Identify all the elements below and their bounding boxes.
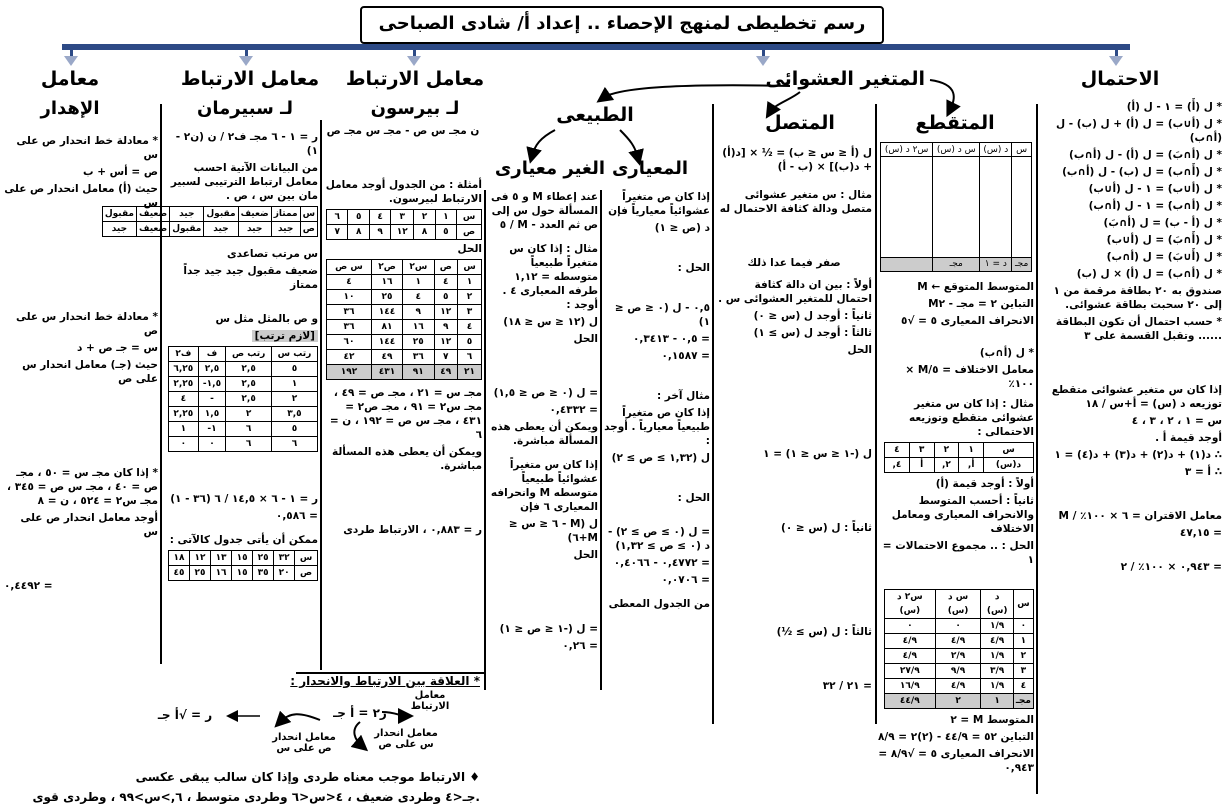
- text-line: * ل (أَ∩بَ) = ل (أ∪ب)َ: [1106, 234, 1222, 246]
- must-rank-badge: [لازم ترتب]: [252, 330, 318, 342]
- text-line: معامل الاقتران = ٦ × ١٠٠٪ / M: [1058, 510, 1222, 522]
- text-line: الحل: [573, 549, 598, 561]
- distribution-table: س ١ ٢ ٣ ٤ د(س) أ, ٢, أ ٤,: [884, 442, 1034, 473]
- text-line: ر = ١ - ٦ مجـ ف٢ / ن (ن٢ - ١): [175, 131, 318, 157]
- text-line: * معادلة خط انحدار ص على س: [16, 135, 158, 161]
- text-line: ضعيف مقبول جيد جيد جداً ممتاز: [183, 265, 318, 291]
- text-line: الانحراف المعيارى ٥ = √٨/٩ = ٠,٩٤٣: [878, 748, 1034, 774]
- text-line: أوجد معامل انحدار ص على س: [20, 512, 158, 538]
- column-divider: [160, 104, 162, 664]
- text-line: * ل (أَ) = ١ - ل (أ): [1126, 101, 1222, 113]
- text-line: إذا كان ص متغيراً عشوائياً معيارياً فإن: [608, 191, 710, 217]
- spearman-grades-table: س ممتاز ضعيف مقبول جيد ضعيف مقبول ص جيد جيد جيد مقبول ضعيف جيد: [102, 206, 318, 237]
- heading-random-variable: المتغير العشوائى: [765, 68, 925, 90]
- text-line: ∴ أ = ٣: [1184, 466, 1222, 478]
- standard-column: [604, 190, 710, 690]
- page-title: رسم تخطيطى لمنهج الإحصاء .. إعداد أ/ شادى الصباحى: [360, 6, 884, 44]
- relation-note-1: ♦ الارتباط موجب معناه طردى وإذا كان سالب يبقى عكسى: [135, 770, 480, 784]
- heading-pearson-sub: لـ بيرسون: [370, 98, 460, 119]
- text-line: الحل: [847, 344, 872, 356]
- text-line: ويمكن أن يعطى هذه المسألة مباشرة.: [491, 421, 598, 447]
- text-line: ل (١٢ ≤ س ≤ ١٨): [503, 316, 598, 328]
- text-line: * معادلة خط انحدار س على ص: [15, 311, 158, 337]
- text-line: س مرتب تصاعدى: [227, 248, 318, 260]
- text-line: = ٠,٠٧٠٦: [661, 574, 710, 586]
- text-line: ل (M - ٦ ≤ س ≤ M+٦): [508, 518, 598, 544]
- text-line: = ٠,٤٧٧٢ - ٠,٤٠٦٦: [613, 557, 710, 569]
- text-line: الحل: [457, 243, 482, 255]
- text-line: = ل (٠ ≤ ص ≤ ١,٥): [493, 387, 598, 399]
- text-line: الحل :: [677, 492, 710, 504]
- text-line: إذا كان ص متغيراً طبيعياً معيارياً . أوجد :: [604, 407, 710, 447]
- text-line: * ل (أ∪ب) = ل (أ) + ل (ب) - ل (أ∩ب): [1055, 118, 1222, 144]
- heading-regression-sub: الإهدار: [40, 98, 100, 119]
- heading-spearman: معامل الارتباط: [180, 68, 320, 90]
- column-divider: [1036, 104, 1038, 794]
- heading-continuous: المتصل: [765, 112, 835, 134]
- text-line: = ٠,٩٤٣ × ١٠٠٪ / ٢: [1120, 561, 1222, 573]
- text-line: = ٠,٥ - ٠,٣٤١٣: [633, 333, 710, 345]
- heading-regression: معامل: [40, 68, 100, 90]
- text-line: من البيانات الآتية احسب معامل ارتباط الترتيبى لسبير مان بين س ، ص .: [170, 162, 318, 202]
- probability-column: [1040, 100, 1222, 790]
- text-line: حيث (أ) معامل انحدار ص على س: [4, 183, 158, 209]
- text-line: = ٠,١٥٨٧: [661, 350, 710, 362]
- regression-column: [4, 134, 158, 592]
- text-line: أمثلة : من الجدول أوجد معامل الارتباط لبيرسون.: [325, 179, 482, 205]
- column-divider: [600, 190, 602, 690]
- text-line: و ص بالمثل مثل س: [215, 313, 318, 325]
- text-line: * ل (أ∩ب) = ل (أ) × ل (ب): [1076, 268, 1222, 280]
- text-line: = ل (-١ ≤ ص ≤ ١): [499, 623, 598, 635]
- pearson-column: [324, 124, 482, 664]
- text-line: * حسب احتمال أن تكون البطاقة ...... وتقبل القسمة على ٣: [1055, 316, 1222, 342]
- text-line: = ٤٧,١٥: [1179, 527, 1222, 539]
- text-line: مثال : إذا كان س متغيراً طبيعياً متوسطه = ١,١٢ طرفه المعيارى ٤ . أوجد :: [502, 243, 598, 311]
- text-line: * ل (أ - ب) = ل (أ∩بَ): [1103, 217, 1222, 229]
- text-line: ل (١,٣٢ ≥ ص ≥ ٢): [611, 452, 710, 464]
- column-divider: [320, 120, 322, 670]
- pearson-data-table: س ١ ٢ ٣ ٤ ٥ ٦ ص ٥ ٨ ١٢ ٩ ٨ ٧: [326, 209, 482, 240]
- text-line: س = ١ ، ٢ ، ٣ ، ٤: [1131, 415, 1222, 427]
- reg-yx-label: معامل انحدار ص على س: [272, 732, 336, 754]
- heading-discrete: المتقطع: [915, 112, 995, 134]
- text-line: * ل (أ∩ب): [979, 347, 1034, 359]
- heading-standard: المعيارى: [611, 158, 689, 179]
- text-line: حيث (جـ) معامل انحدار س على ص: [22, 359, 158, 385]
- text-line: د (ص ≤ ١): [654, 222, 710, 234]
- text-line: * ل (أَ∩ب) = ل (ب) - ل (أ∩ب): [1062, 166, 1222, 178]
- text-line: * ل (أَ∪بَ) = ل (أ∩ب)َ: [1106, 251, 1222, 263]
- text-line: معامل الاختلاف = ٥/M × ١٠٠٪: [905, 364, 1034, 390]
- column-divider: [875, 104, 877, 724]
- formula-r: ر = √أ جـ: [157, 708, 213, 722]
- text-line: إذا كان س متغير عشوائى متقطع توزيعه د (س) = أ+س / ١٨: [1051, 384, 1222, 410]
- text-line: = ٠,٤٣٣٢: [549, 404, 598, 416]
- column-divider: [484, 190, 486, 690]
- text-line: = ٠,٥٨٦: [275, 510, 318, 522]
- text-line: ل (أ ≤ س ≤ ب) = ½ × [د(أ) + د(ب)] × (ب - أ): [722, 147, 872, 173]
- text-line: عند إعطاء M و ٥ فى المسألة حول س إلى ص ثم العدد - M / ٥: [490, 191, 598, 231]
- heading-pearson: معامل الارتباط: [345, 68, 485, 90]
- text-line: مجـ س = ٢١ ، مجـ ص = ٤٩ ، مجـ س٢ = ٩١ ، مجـ ص٢ = ٤٣١ ، مجـ س ص = ١٩٢ ، ن = ٦: [329, 387, 482, 441]
- text-line: ن مجـ س ص - مجـ س مجـ ص: [326, 125, 480, 137]
- corr-label: معامل الارتباط: [410, 690, 450, 712]
- text-line: أولاً : أوجد قيمة (أ): [935, 478, 1034, 490]
- text-line: مثال آخر :: [656, 390, 710, 402]
- text-line: ويمكن أن يعطى هذه المسألة مباشرة.: [331, 446, 482, 472]
- text-line: الحل : .. مجموع الاحتمالات = ١: [882, 540, 1034, 566]
- text-line: = ل (٠ ≥ ص ≥ ٢) - د (٠ ≥ ص ≥ ١,٣٢): [607, 526, 710, 552]
- continuous-column: [716, 146, 872, 726]
- column-divider: [712, 104, 714, 724]
- text-line: ر = ١ - ٦ × ١٤,٥ / ٦ (٣٦ - ١): [170, 493, 318, 505]
- text-line: ثانياً : ل (س ≤ ٠): [781, 522, 872, 534]
- heading-spearman-sub: لـ سبيرمان: [196, 98, 294, 119]
- text-line: أولاً : بين ان دالة كثافة احتمال للمتغير العشوائى س .: [718, 279, 872, 305]
- text-line: المتوسط M = ٢: [950, 714, 1034, 726]
- relation-note-2: .جـ<٤ وطردى ضعيف ، ٤<س<٦ وطردى متوسط ، ٦,>س>٩٩ ، وطردى قوى: [32, 790, 480, 804]
- heading-natural: الطبيعى: [556, 104, 634, 126]
- text-line: أوجد قيمة أ .: [1155, 432, 1222, 444]
- text-line: الحل: [573, 333, 598, 345]
- text-line: من الجدول المعطى: [608, 598, 710, 610]
- text-line: ثانياً : أوجد ل (س ≤ ٠): [753, 310, 872, 322]
- text-line: ص = أس + ب: [83, 166, 158, 178]
- text-line: التباين ٥٢ = ٤٤/٩ - (٢)٢ = ٨/٩: [878, 731, 1034, 743]
- text-line: مثال : س متغير عشوائى متصل ودالة كثافة الاحتمال له: [719, 189, 872, 215]
- spearman-frequency-table: س ٣٢ ٢٥ ١٥ ١٣ ١٢ ١٨ ص ٢٠ ٣٥ ١٥ ١٦ ٢٥ ٤٥: [168, 550, 318, 581]
- text-line: = ٠,٤٤٩٢: [4, 580, 53, 592]
- text-line: الحل :: [677, 262, 710, 274]
- reg-xy-label: معامل انحدار س على ص: [374, 728, 438, 750]
- text-line: = ٠,٢٦: [562, 640, 598, 652]
- text-line: * إذا كان مجـ س = ٥٠ ، مجـ ص = ٤٠ ، مجـ س ص = ٣٤٥ ، مجـ س٢ = ٥٢٤ ، ن = ٨: [7, 467, 158, 507]
- text-line: ٠,٥ - ل (٠ ≤ ص ≤ ١): [614, 302, 710, 328]
- text-line: صندوق به ٢٠ بطاقة مرقمة من ١ إلى ٢٠ سحبت بطاقة عشوائى.: [1053, 285, 1222, 311]
- relation-heading: * العلاقة بين الارتباط والانحدار :: [290, 674, 480, 688]
- text-line: ر = ٠,٨٨٣ ، الارتباط طردى: [343, 524, 482, 536]
- discrete-table-top: س د (س) س د (س) س٢ د (س) مجـ د = ١ مجـ: [880, 142, 1032, 272]
- text-line: * ل (أ∩ب)َ = ١ - ل (أ∩ب): [1088, 200, 1222, 212]
- text-line: ل (-١ ≤ س ≤ ١) = ١: [763, 448, 872, 460]
- text-line: ثالثاً : ل (س ≥ ½): [776, 626, 872, 638]
- text-line: مثال : إذا كان س متغير عشوائى متقطع وتوزيعه الاحتمالى :: [909, 398, 1034, 438]
- text-line: ممكن أن يأتى جدول كالآتى :: [169, 534, 318, 546]
- text-line: إذا كان س متغيراً عشوائياً طبيعياً متوسطه M وانحرافه المعيارى ٦ فإن: [490, 459, 598, 513]
- text-line: المتوسط المتوقع ← M: [917, 281, 1034, 293]
- heading-nonstandard: الغير معيارى: [494, 158, 605, 179]
- text-line: * ل (أ∩بَ) = ل (أ) - ل (أ∩ب): [1069, 149, 1222, 161]
- text-line: = ٢١ / ٣٢: [822, 680, 872, 692]
- text-line: التباين ٢ = مجـ - M٢: [928, 298, 1034, 310]
- text-line: الانحراف المعيارى ٥ = √٥: [901, 315, 1034, 327]
- discrete-column: [878, 280, 1034, 774]
- text-line: * ل (أ∪ب)َ = ١ - ل (أ∪ب): [1088, 183, 1222, 195]
- pearson-solution-table: س ص س٢ ص٢ س ص ١ ٤ ١ ١٦ ٤ ٢ ٥ ٤ ٢٥ ١٠ ٣ ١٢ ٩ ١٤٤ ٣٦ ٤ ٩ ١٦ ٨١ ٣٦ ٥ ١٢ ٢٥ ١٤٤ ٦٠ ٦ ٧ ٣٦ ٤٩ ٤٢ ٢١ ٤٩ ٩١ ٤٣١ ١٩٢: [326, 259, 482, 380]
- text-line: ثالثاً : أوجد ل (س ≥ ١): [753, 327, 872, 339]
- formula-r-squared: ر٢ = أ جـ: [333, 706, 387, 720]
- calc-table: س د (س) س د (س) س٢ د (س) ٠ ١/٩ ٠ ٠ ١ ٤/٩ ٤/٩ ٤/٩ ٢ ١/٩ ٢/٩ ٤/٩ ٣ ٣/٩ ٩/٩ ٢٧/٩ ٤ ١/٩ ٤/٩ ١٦/٩ مجـ ١ ٢ ٤٤/٩: [884, 589, 1034, 709]
- nonstandard-column: [488, 190, 598, 690]
- spearman-rank-table: رتب س رتب ص ف ف٢ ٥ ٢,٥ ٢,٥ ٦,٢٥ ١ ٢,٥ ١,٥- ٢,٢٥ ٢ ٢,٥ - ٤ ٣,٥ ٢ ١,٥ ٢,٢٥ ٥ ٦ ١- ١ ٦ ٦ ٠ ٠: [168, 346, 318, 452]
- text-line: ∴ د(١) + د(٢) + د(٣) + د(٤) = ١: [1054, 449, 1222, 461]
- text-line: س = جـ ص + د: [76, 342, 158, 354]
- text-line: صفر فيما عدا ذلك: [747, 257, 841, 269]
- text-line: ثانياً : أحسب المتوسط والانحراف المعيارى ومعامل الاختلاف: [891, 495, 1034, 535]
- heading-probability: الاحتمال: [1080, 68, 1160, 90]
